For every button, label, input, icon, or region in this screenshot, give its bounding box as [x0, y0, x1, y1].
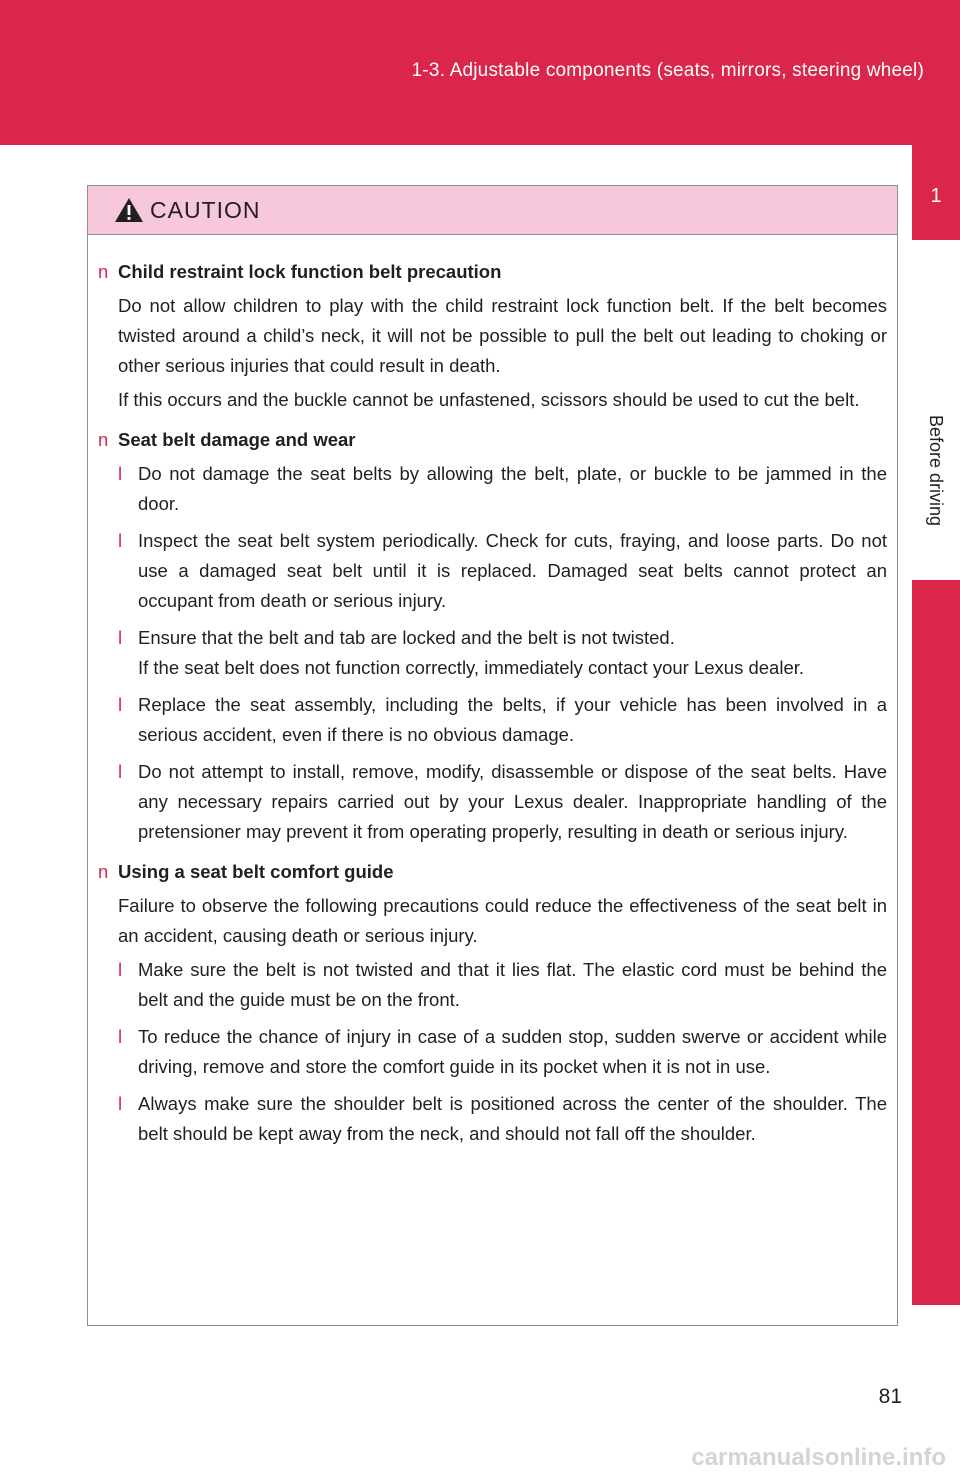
section-heading-text: Seat belt damage and wear	[118, 429, 356, 450]
bullet-marker: l	[118, 959, 123, 980]
bullet-marker: l	[118, 694, 123, 715]
bullet-text: Always make sure the shoulder belt is positioned across the center of the shoulder. The belt should be kept away from the neck, and should not fall off the shoulder.	[138, 1093, 887, 1144]
section-marker: n	[98, 261, 109, 282]
bullet-item	[118, 623, 887, 683]
bullet-item	[118, 955, 887, 1015]
section-heading	[98, 425, 887, 455]
chapter-label-text: Before driving	[926, 414, 947, 526]
bullet-text: Replace the seat assembly, including the belts, if your vehicle has been involved in a serious accident, even if there is no obvious damage.	[138, 694, 887, 745]
section-heading	[98, 857, 887, 887]
page-number: 81	[878, 1385, 902, 1408]
bullet-item	[118, 459, 887, 519]
chapter-label	[912, 390, 960, 550]
chapter-number: 1	[930, 185, 942, 207]
caution-section	[98, 857, 887, 1149]
bullet-marker: l	[118, 1093, 123, 1114]
caution-paragraph: Failure to observe the following precautions could reduce the effectiveness of the seat belt in an accident, causing death or serious injury.	[118, 895, 887, 946]
bullet-marker: l	[118, 530, 123, 551]
bullet-item	[118, 526, 887, 616]
section-heading-text: Using a seat belt comfort guide	[118, 861, 394, 882]
caution-paragraph: If this occurs and the buckle cannot be unfastened, scissors should be used to cut the belt.	[118, 389, 860, 410]
bullet-text: Make sure the belt is not twisted and that it lies flat. The elastic cord must be behind the belt and the guide must be on the front.	[138, 959, 887, 1010]
section-heading	[98, 257, 887, 287]
section-title-header: 1-3. Adjustable components (seats, mirrors, steering wheel)	[411, 60, 924, 81]
bullet-marker: l	[118, 627, 123, 648]
caution-paragraph: Do not allow children to play with the child restraint lock function belt. If the belt becomes twisted around a child’s neck, it will not be possible to pull the belt out leading to choking or other serious injuries that could result in death.	[118, 295, 887, 376]
bullet-marker: l	[118, 761, 123, 782]
bullet-item	[118, 1022, 887, 1082]
caution-body	[88, 235, 897, 1149]
bullet-item	[118, 757, 887, 847]
bullet-marker: l	[118, 1026, 123, 1047]
bullet-text: Inspect the seat belt system periodically. Check for cuts, fraying, and loose parts. Do not use a damaged seat belt until it is replaced. Damaged seat belts cannot protect an occupant from death or serious injury.	[138, 530, 887, 611]
bullet-item	[118, 690, 887, 750]
caution-section	[98, 425, 887, 847]
bullet-text: To reduce the chance of injury in case of a sudden stop, sudden swerve or accident while driving, remove and store the comfort guide in its pocket when it is not in use.	[138, 1026, 887, 1077]
caution-header	[88, 186, 897, 235]
caution-section	[98, 257, 887, 415]
caution-box	[87, 185, 898, 1326]
caution-label: CAUTION	[150, 196, 261, 223]
watermark: carmanualsonline.info	[691, 1444, 946, 1471]
section-heading-text: Child restraint lock function belt precaution	[118, 261, 502, 282]
bullet-text: Ensure that the belt and tab are locked and the belt is not twisted. If the seat belt does not function correctly, immediately contact your Lexus dealer.	[138, 627, 805, 678]
section-marker: n	[98, 429, 109, 450]
bullet-marker: l	[118, 463, 123, 484]
bullet-text: Do not attempt to install, remove, modify, disassemble or dispose of the seat belts. Have any necessary repairs carried out by your Lexus dealer. Inappropriate handling of the pretensioner may prevent it from operating properly, resulting in death or serious injury.	[138, 761, 887, 842]
section-marker: n	[98, 861, 109, 882]
bullet-text: Do not damage the seat belts by allowing the belt, plate, or buckle to be jammed in the door.	[138, 463, 887, 514]
header-band	[0, 0, 960, 145]
bullet-item	[118, 1089, 887, 1149]
warning-triangle-icon	[114, 197, 144, 223]
